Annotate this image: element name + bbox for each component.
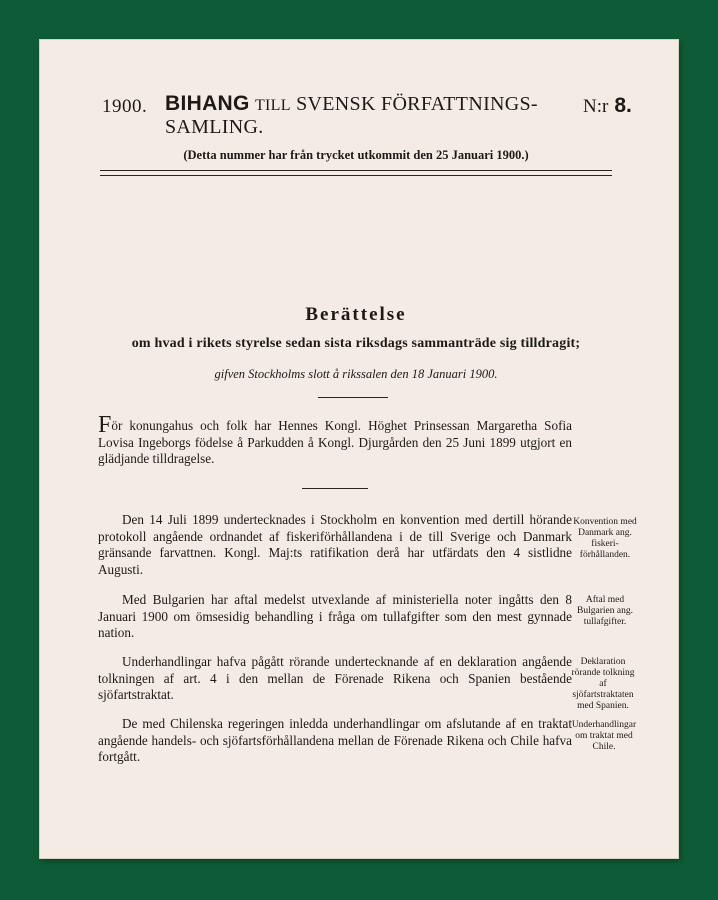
header-number: [583, 94, 632, 118]
paragraph-3: Underhandlingar hafva pågått rörande undertecknande af en deklaration angående tolkningen af art. 4 i den mellan de Förenade Rikena och Spanien bestående sjöfartstraktat.: [98, 654, 572, 703]
header-title-rest: SVENSK FÖRFATTNINGS-SAMLING.: [165, 93, 538, 138]
document-subtitle: om hvad i rikets styrelse sedan sista riksdags sammanträde sig tilldragit;: [131, 336, 581, 351]
header-double-rule: [100, 170, 612, 176]
header-number-prefix: N:r: [583, 96, 609, 117]
margin-note-3: Deklaration rörande tolkning af sjöfartstraktaten med Spanien.: [571, 657, 635, 711]
header-title: [165, 92, 618, 139]
margin-note-4: Underhandlingar om traktat med Chile.: [571, 720, 637, 752]
intro-text: ör konungahus och folk har Hennes Kongl. Höghet Prinsessan Margaretha Sofia Lovisa Ingeborgs födelse å Parkudden å Kongl. Djurgården den 25 Juni 1899 utgjort en glädjande tilldragelse.: [98, 418, 572, 467]
margin-note-1: Konvention med Danmark ang. fiskeri-förhållanden.: [573, 517, 637, 560]
paragraph-4: De med Chilenska regeringen inledda underhandlingar om afslutande af en traktat angående handels- och sjöfartsförhållandena mellan de Förenade Rikena och Chile hafva fortgått.: [98, 716, 572, 765]
document-dateline: gifven Stockholms slott å rikssalen den 18 Januari 1900.: [214, 367, 498, 381]
document-header: [98, 92, 632, 138]
document-page: [40, 40, 678, 858]
margin-note-2: Aftal med Bulgarien ang. tullafgifter.: [577, 595, 633, 627]
title-divider: [318, 397, 388, 398]
header-title-till: TILL: [254, 97, 291, 114]
paragraph-1: Den 14 Juli 1899 undertecknades i Stockholm en konvention med dertill hörande protokoll angående ordnandet af fiskeriförhållandena i de till Sverige och Danmark gränsande farvattnen. Kongl. Maj:ts ratifikation derå har utfärdats den 4 sistlidne Augusti.: [98, 512, 572, 577]
section-divider: [302, 488, 368, 489]
header-year: 1900.: [102, 96, 148, 117]
header-title-bihang: BIHANG: [165, 92, 250, 115]
publication-note: (Detta nummer har från trycket utkommit den 25 Januari 1900.): [183, 148, 529, 162]
document-title: Berättelse: [305, 304, 407, 325]
paragraph-2: Med Bulgarien har aftal medelst utvexlande af ministeriella noter ingåtts den 8 Januari 1900 om ömsesidig behandling i fråga om tullafgifter som den mest gynnade nation.: [98, 592, 572, 641]
intro-paragraph: [98, 412, 572, 468]
drop-cap: F: [98, 412, 112, 438]
header-number-value: 8.: [614, 94, 632, 117]
